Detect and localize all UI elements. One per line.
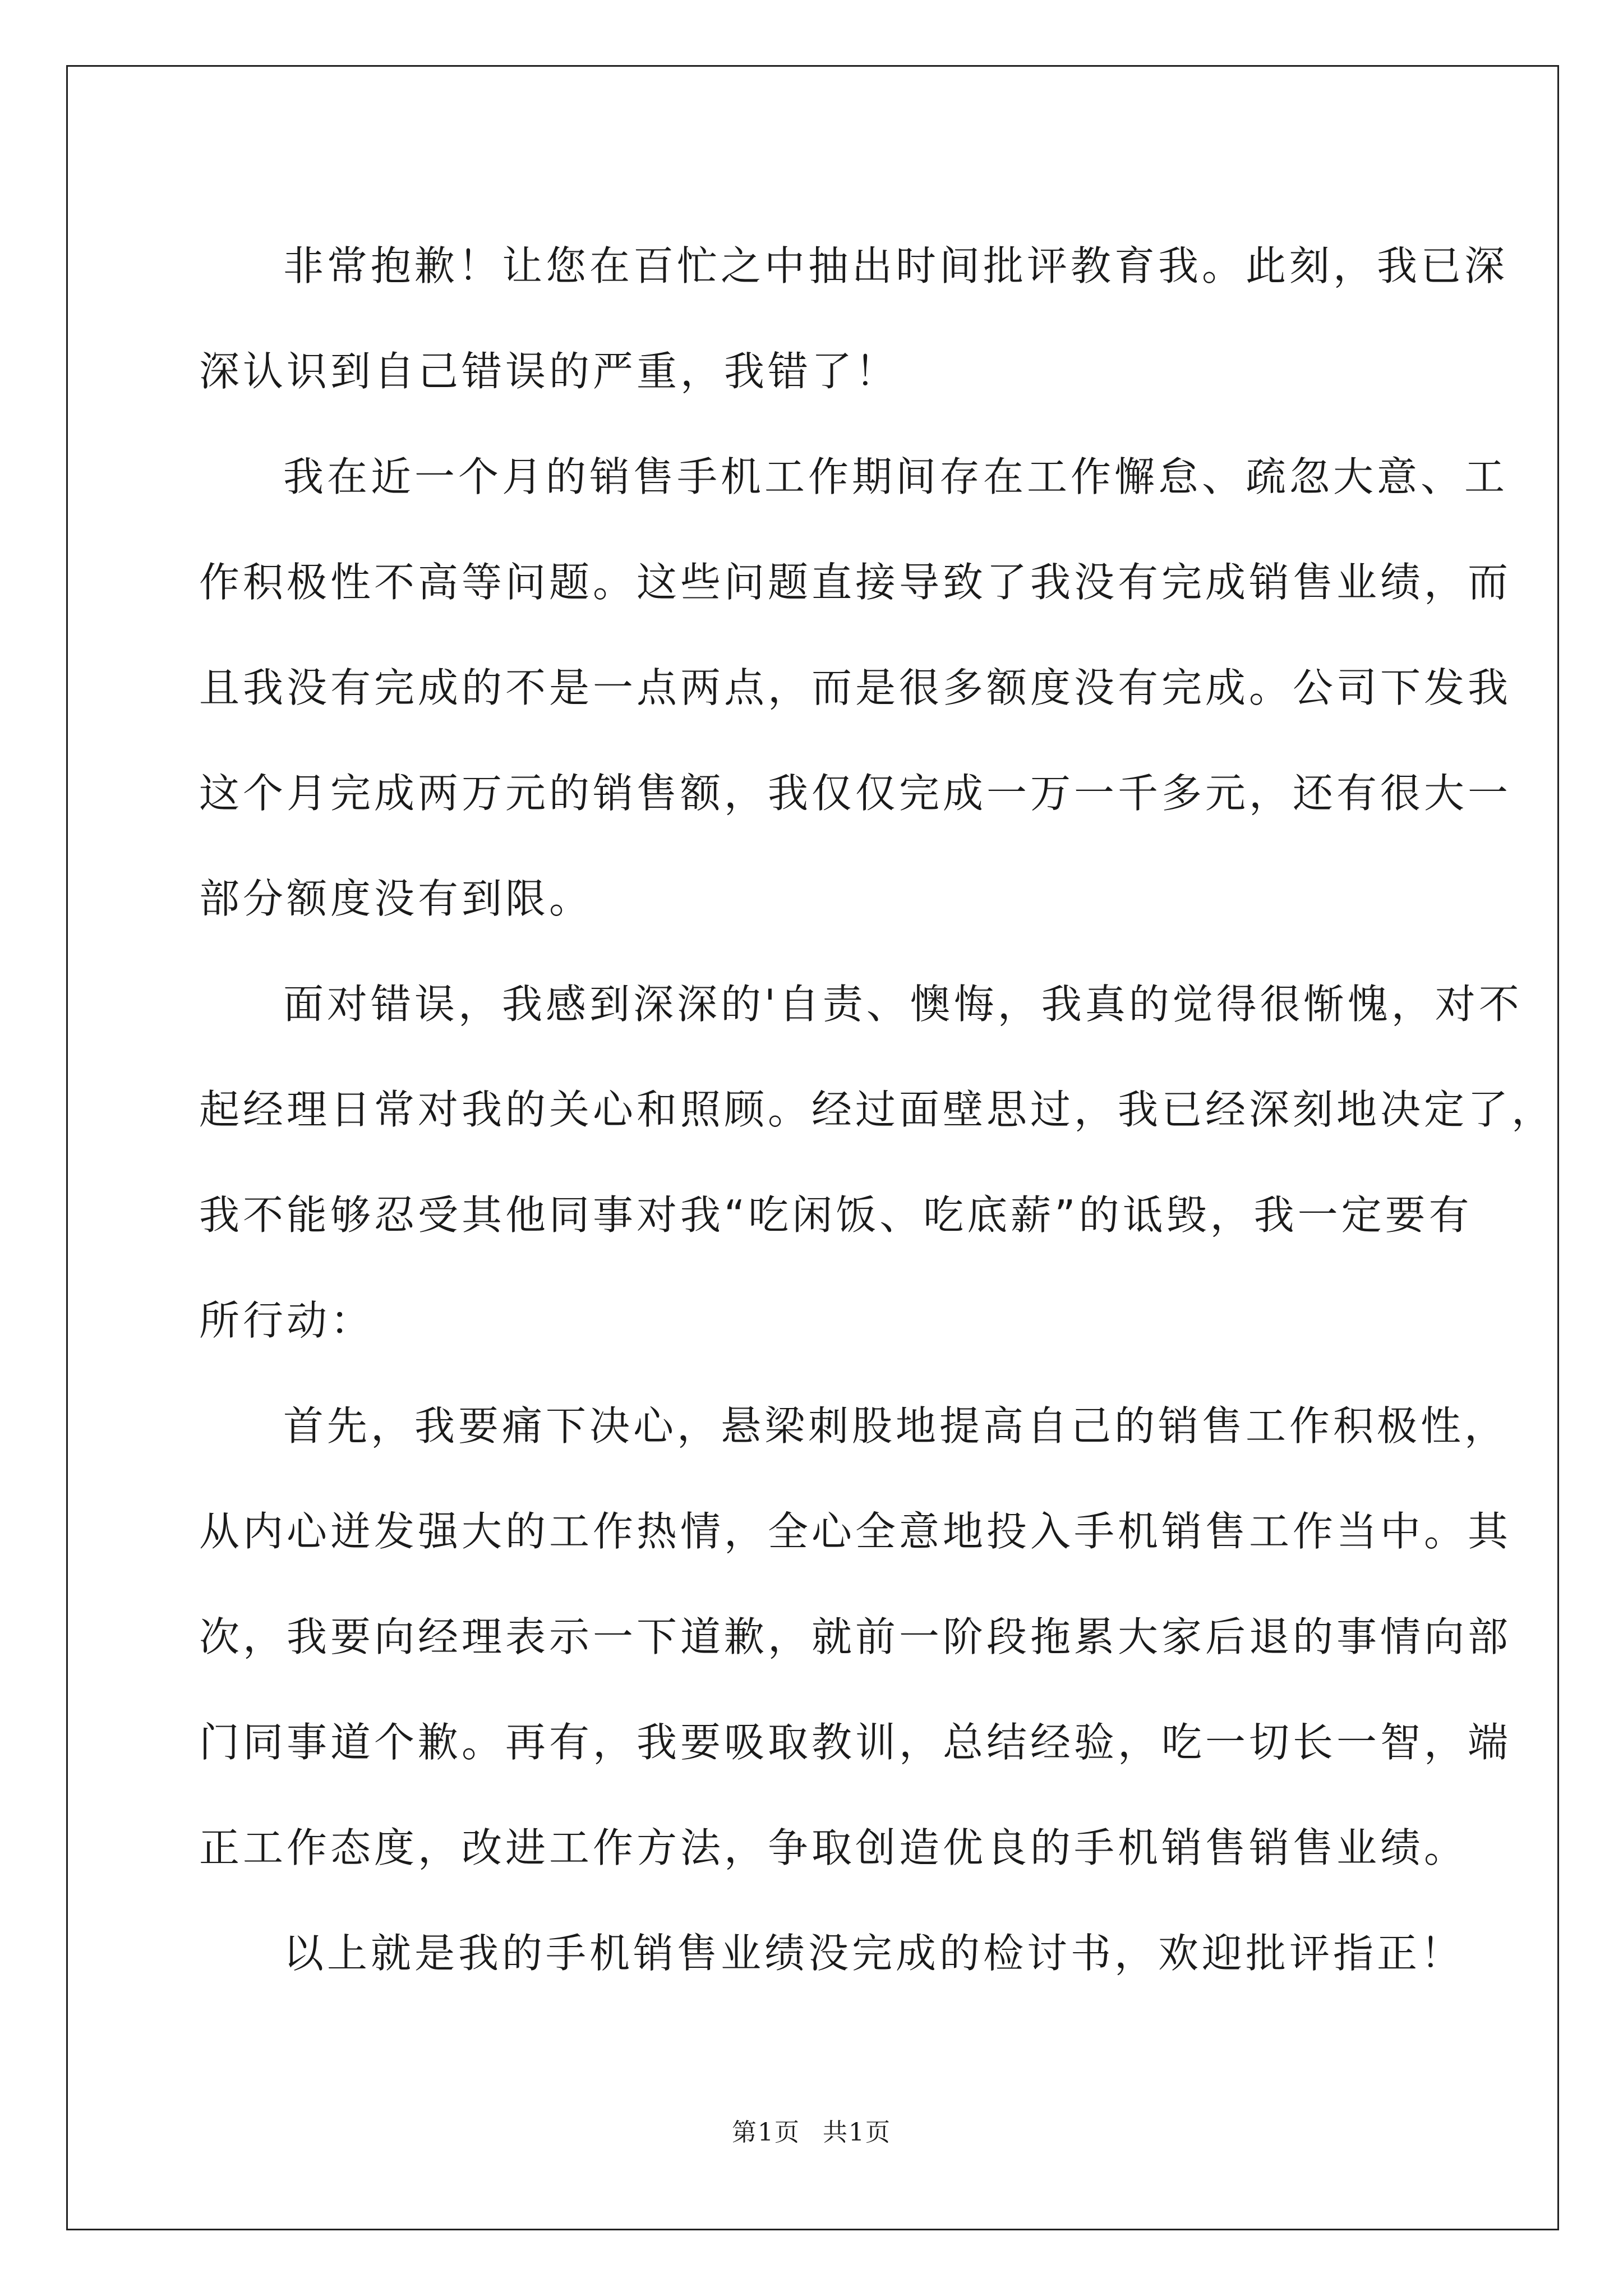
text-line: 首先，我要痛下决心，悬梁刺股地提高自己的销售工作积极性， (283, 1402, 1509, 1450)
text-line: 面对错误，我感到深深的'自责、懊悔，我真的觉得很惭愧，对不 (283, 981, 1523, 1028)
text-line: 所行动： (199, 1297, 375, 1344)
text-line: 我不能够忍受其他同事对我“吃闲饭、吃底薪”的诋毁，我一定要有 (199, 1191, 1473, 1239)
text-line: 次，我要向经理表示一下道歉，就前一阶段拖累大家后退的事情向部 (199, 1613, 1512, 1660)
text-line: 且我没有完成的不是一点两点，而是很多额度没有完成。公司下发我 (199, 664, 1512, 711)
text-line: 从内心迸发强大的工作热情，全心全意地投入手机销售工作当中。其 (199, 1508, 1512, 1555)
text-line: 深认识到自己错误的严重，我错了！ (199, 348, 900, 395)
page-number-total: 共1页 (823, 2118, 891, 2147)
text-line: 以上就是我的手机销售业绩没完成的检讨书，欢迎批评指正！ (283, 1930, 1465, 1977)
text-line: 我在近一个月的销售手机工作期间存在工作懈怠、疏忽大意、工 (283, 453, 1509, 500)
text-line: 作积极性不高等问题。这些问题直接导致了我没有完成销售业绩，而 (199, 559, 1512, 606)
document-body (199, 213, 1556, 2006)
page-footer (0, 2112, 1623, 2148)
text-line: 门同事道个歉。再有，我要吸取教训，总结经验，吃一切长一智，端 (199, 1719, 1512, 1766)
text-line: 非常抱歉！让您在百忙之中抽出时间批评教育我。此刻，我已深 (283, 242, 1509, 289)
text-line: 部分额度没有到限。 (199, 875, 593, 922)
text-line: 正工作态度，改进工作方法，争取创造优良的手机销售销售业绩。 (199, 1824, 1468, 1871)
page-number-current: 第1页 (732, 2118, 800, 2147)
text-line: 这个月完成两万元的销售额，我仅仅完成一万一千多元，还有很大一 (199, 770, 1512, 817)
text-line: 起经理日常对我的关心和照顾。经过面壁思过，我已经深刻地决定了， (199, 1086, 1556, 1133)
